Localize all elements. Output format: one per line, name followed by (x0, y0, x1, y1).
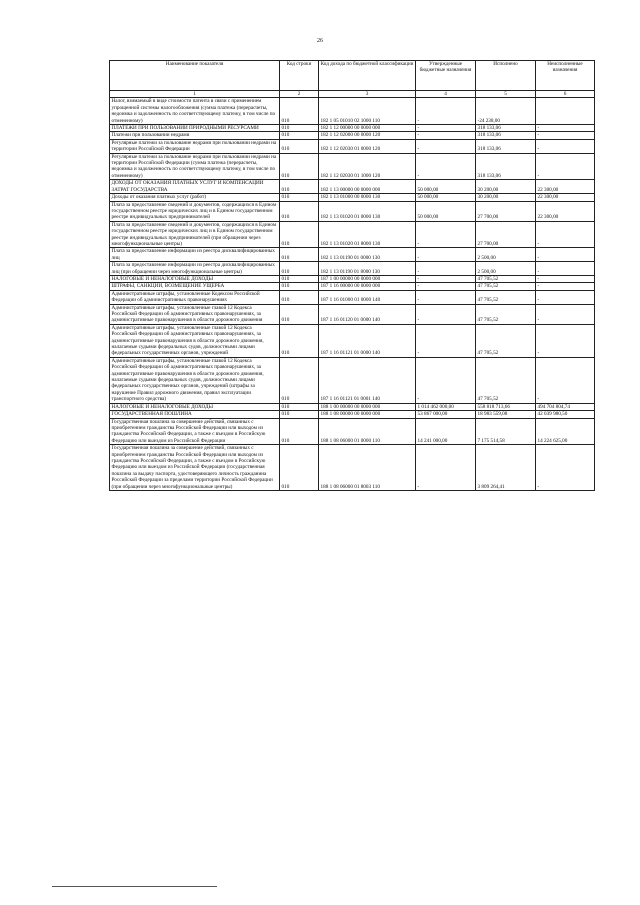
line-code-cell: 010 (280, 180, 319, 194)
table-row (110, 248, 595, 262)
approved-cell: - (416, 304, 476, 324)
table-row (110, 290, 595, 304)
income-code-cell: 187 1 00 00000 00 0000 000 (319, 275, 416, 282)
unexecuted-cell: 494 704 804,74 (536, 403, 595, 410)
indicator-name-cell: Плата за предоставление сведений и документов, содержащихся в Едином государственном реестре юридических лиц и в Едином государственном реестре индивидуальных предпринимателей (110, 201, 280, 221)
unexecuted-cell: - (536, 324, 595, 357)
approved-cell: - (416, 324, 476, 357)
income-code-cell: 182 1 12 02030 01 0000 120 (319, 139, 416, 153)
table-row (110, 139, 595, 153)
approved-cell: - (416, 262, 476, 276)
header-unexecuted: Неисполненные назначения (536, 61, 595, 91)
approved-cell: - (416, 445, 476, 491)
line-code-cell: 010 (280, 445, 319, 491)
executed-cell: -24 238,00 (476, 98, 536, 125)
column-number: 3 (319, 91, 416, 98)
indicator-name-cell: ШТРАФЫ, САНКЦИИ, ВОЗМЕЩЕНИЕ УЩЕРБА (110, 283, 280, 290)
indicator-name-cell: Административные штрафы, установленные главой 12 Кодекса Российской Федерации об административных правонарушениях, за административные правонарушения в области дорожного движения, налагаемые судьями федеральных судов, должностными лицами федеральных государственных органов, учреждений (штрафы за нарушение Правил дорожного движения, правил эксплуатации транспортного средства) (110, 357, 280, 403)
income-code-cell: 182 1 13 01000 00 0000 130 (319, 194, 416, 201)
indicator-name-cell: ГОСУДАРСТВЕННАЯ ПОШЛИНА (110, 411, 280, 418)
unexecuted-cell: - (536, 445, 595, 491)
executed-cell: 47 705,52 (476, 304, 536, 324)
line-code-cell: 010 (280, 139, 319, 153)
income-code-cell: 187 1 16 01121 01 0000 140 (319, 324, 416, 357)
table-row (110, 275, 595, 282)
executed-cell: 30 200,00 (476, 180, 536, 194)
column-number-row (110, 91, 595, 98)
approved-cell: - (416, 275, 476, 282)
table-row (110, 411, 595, 418)
unexecuted-cell: 22 300,00 (536, 180, 595, 194)
column-number: 5 (476, 91, 536, 98)
line-code-cell: 010 (280, 304, 319, 324)
indicator-name-cell: Административные штрафы, установленные главой 12 Кодекса Российской Федерации об административных правонарушениях, за административные правонарушения в области дорожного движения (110, 304, 280, 324)
executed-cell: 318 133,06 (476, 132, 536, 139)
header-income-code: Код дохода по бюджетной классификации (319, 61, 416, 91)
table-row (110, 221, 595, 248)
unexecuted-cell: - (536, 139, 595, 153)
approved-cell: - (416, 283, 476, 290)
unexecuted-cell (536, 98, 595, 125)
approved-cell: - (416, 248, 476, 262)
approved-cell: - (416, 357, 476, 403)
unexecuted-cell: - (536, 132, 595, 139)
approved-cell: - (416, 153, 476, 180)
header-approved: Утвержденные бюджетные назначения (416, 61, 476, 91)
income-code-cell: 187 1 16 01121 01 0001 140 (319, 357, 416, 403)
line-code-cell: 010 (280, 411, 319, 418)
executed-cell: 27 700,00 (476, 221, 536, 248)
unexecuted-cell: 22 300,00 (536, 201, 595, 221)
indicator-name-cell: НАЛОГОВЫЕ И НЕНАЛОГОВЫЕ ДОХОДЫ (110, 403, 280, 410)
executed-cell: 7 175 514,58 (476, 418, 536, 445)
table-row (110, 304, 595, 324)
unexecuted-cell: - (536, 357, 595, 403)
table-row (110, 403, 595, 410)
table-row (110, 283, 595, 290)
executed-cell: 318 133,06 (476, 125, 536, 132)
executed-cell: 558 818 713,66 (476, 403, 536, 410)
income-code-cell: 187 1 16 00000 00 0000 000 (319, 283, 416, 290)
line-code-cell: 010 (280, 132, 319, 139)
executed-cell: 47 705,52 (476, 324, 536, 357)
indicator-name-cell: ДОХОДЫ ОТ ОКАЗАНИЯ ПЛАТНЫХ УСЛУГ И КОМПЕНСАЦИИ ЗАТРАТ ГОСУДАРСТВА (110, 180, 280, 194)
approved-cell: 53 867 000,00 (416, 411, 476, 418)
table-row (110, 132, 595, 139)
executed-cell: 47 705,52 (476, 275, 536, 282)
line-code-cell: 010 (280, 262, 319, 276)
table-row (110, 324, 595, 357)
unexecuted-cell: - (536, 283, 595, 290)
indicator-name-cell: Доходы от оказания платных услуг (работ) (110, 194, 280, 201)
table-row (110, 201, 595, 221)
indicator-name-cell: Плата за предоставление информации из реестра дисквалифицированных лиц (110, 248, 280, 262)
income-code-cell: 182 1 13 01020 01 8000 130 (319, 221, 416, 248)
income-code-cell: 188 1 00 00000 00 0000 000 (319, 403, 416, 410)
executed-cell: 30 200,00 (476, 194, 536, 201)
executed-cell: 47 705,52 (476, 357, 536, 403)
unexecuted-cell: 22 300,00 (536, 194, 595, 201)
table-row (110, 125, 595, 132)
approved-cell: - (416, 221, 476, 248)
line-code-cell: 010 (280, 418, 319, 445)
line-code-cell: 010 (280, 290, 319, 304)
table-row (110, 98, 595, 125)
executed-cell: 18 983 559,08 (476, 411, 536, 418)
approved-cell: - (416, 290, 476, 304)
line-code-cell: 010 (280, 275, 319, 282)
income-code-cell: 182 1 05 01010 02 1000 110 (319, 98, 416, 125)
report-table (109, 60, 595, 491)
executed-cell: 47 705,52 (476, 290, 536, 304)
approved-cell: 14 241 000,00 (416, 418, 476, 445)
table-row (110, 262, 595, 276)
executed-cell: 3 809 264,41 (476, 445, 536, 491)
executed-cell: 27 700,00 (476, 201, 536, 221)
unexecuted-cell: - (536, 304, 595, 324)
header-executed: Исполнено (476, 61, 536, 91)
income-code-cell: 182 1 12 00000 00 0000 000 (319, 125, 416, 132)
line-code-cell: 010 (280, 125, 319, 132)
executed-cell: 2 500,00 (476, 248, 536, 262)
table-row (110, 180, 595, 194)
table-row (110, 418, 595, 445)
table-row (110, 357, 595, 403)
executed-cell: 318 133,06 (476, 153, 536, 180)
column-number: 4 (416, 91, 476, 98)
line-code-cell: 010 (280, 324, 319, 357)
column-number: 2 (280, 91, 319, 98)
income-code-cell: 182 1 13 01190 01 0000 130 (319, 248, 416, 262)
page-number: 26 (317, 38, 323, 44)
header-line-code: Код строки (280, 61, 319, 91)
approved-cell: 50 000,00 (416, 180, 476, 194)
executed-cell: 318 133,06 (476, 139, 536, 153)
executed-cell: 47 705,52 (476, 283, 536, 290)
line-code-cell: 010 (280, 153, 319, 180)
approved-cell: 50 000,00 (416, 201, 476, 221)
indicator-name-cell: Налог, взимаемый в виде стоимости патента в связи с применением упрощенной системы налогообложения (сумма платежа (перерасчеты, недоимка и задолженность по соответствующему платежу, в том числе по отмененному) (110, 98, 280, 125)
column-number: 1 (110, 91, 280, 98)
income-code-cell: 182 1 12 02030 01 1000 120 (319, 153, 416, 180)
line-code-cell: 010 (280, 248, 319, 262)
indicator-name-cell: Административные штрафы, установленные Кодексом Российской Федерации об административных правонарушениях (110, 290, 280, 304)
indicator-name-cell: Плата за предоставление сведений и документов, содержащихся в Едином государственном реестре юридических лиц и в Едином государственном реестре индивидуальных предпринимателей (при обращении через многофункциональные центры) (110, 221, 280, 248)
indicator-name-cell: Регулярные платежи за пользование недрами при пользовании недрами на территории Российской Федерации (сумма платежа (перерасчеты, недоимка и задолженность по соответствующему платежу, в том числе по отмененному) (110, 153, 280, 180)
executed-cell: 2 500,00 (476, 262, 536, 276)
approved-cell: - (416, 125, 476, 132)
line-code-cell: 010 (280, 194, 319, 201)
line-code-cell: 010 (280, 98, 319, 125)
report-body (110, 98, 595, 491)
indicator-name-cell: Административные штрафы, установленные главой 12 Кодекса Российской Федерации об административных правонарушениях, за административные правонарушения в области дорожного движения, налагаемые судьями федеральных судов, должностными лицами федеральных государственных органов, учреждений (110, 324, 280, 357)
income-code-cell: 187 1 16 01000 01 0000 140 (319, 290, 416, 304)
approved-cell: - (416, 139, 476, 153)
line-code-cell: 010 (280, 283, 319, 290)
line-code-cell: 010 (280, 221, 319, 248)
approved-cell: 50 000,00 (416, 194, 476, 201)
income-code-cell: 182 1 13 01020 01 0000 130 (319, 201, 416, 221)
income-code-cell: 188 1 08 06000 01 8003 110 (319, 445, 416, 491)
approved-cell: - (416, 132, 476, 139)
income-code-cell: 182 1 13 01190 01 8000 130 (319, 262, 416, 276)
indicator-name-cell: Государственная пошлина за совершение действий, связанных с приобретением гражданства Российской Федерации или выходом из гражданства Российской Федерации, а также с въездом в Российскую Федерацию или выездом из Российской Федерации (государственная пошлина за выдачу паспорта, удостоверяющего личность гражданина Российской Федерации за пределами территории Российской Федерации (при обращении через многофункциональные центры) (110, 445, 280, 491)
footer-divider (52, 886, 217, 887)
indicator-name-cell: ПЛАТЕЖИ ПРИ ПОЛЬЗОВАНИИ ПРИРОДНЫМИ РЕСУРСАМИ (110, 125, 280, 132)
line-code-cell: 010 (280, 357, 319, 403)
income-code-cell: 188 1 08 06000 01 0000 110 (319, 418, 416, 445)
line-code-cell: 010 (280, 201, 319, 221)
unexecuted-cell: - (536, 153, 595, 180)
unexecuted-cell: - (536, 125, 595, 132)
line-code-cell: 010 (280, 403, 319, 410)
income-code-cell: 182 1 12 02000 00 0000 120 (319, 132, 416, 139)
unexecuted-cell: - (536, 275, 595, 282)
unexecuted-cell: - (536, 221, 595, 248)
table-row (110, 153, 595, 180)
approved-cell: - (416, 98, 476, 125)
header-row (110, 61, 595, 91)
income-code-cell: 188 1 08 00000 00 0000 000 (319, 411, 416, 418)
header-indicator-name: Наименование показателя (110, 61, 280, 91)
unexecuted-cell: - (536, 290, 595, 304)
unexecuted-cell: - (536, 248, 595, 262)
table-row (110, 194, 595, 201)
indicator-name-cell: Платежи при пользовании недрами (110, 132, 280, 139)
income-code-cell: 182 1 13 00000 00 0000 000 (319, 180, 416, 194)
unexecuted-cell: 14 224 625,00 (536, 418, 595, 445)
indicator-name-cell: Плата за предоставление информации из реестра дисквалифицированных лиц (при обращении через многофункциональные центры) (110, 262, 280, 276)
column-number: 6 (536, 91, 595, 98)
indicator-name-cell: НАЛОГОВЫЕ И НЕНАЛОГОВЫЕ ДОХОДЫ (110, 275, 280, 282)
income-code-cell: 187 1 16 01120 01 0000 140 (319, 304, 416, 324)
unexecuted-cell: 42 039 980,50 (536, 411, 595, 418)
table-row (110, 445, 595, 491)
indicator-name-cell: Регулярные платежи за пользование недрами при пользовании недрами на территории Российской Федерации (110, 139, 280, 153)
indicator-name-cell: Государственная пошлина за совершение действий, связанных с приобретением гражданства Российской Федерации или выходом из гражданства Российской Федерации, а также с въездом в Российскую Федерацию или выездом из Российской Федерации (110, 418, 280, 445)
approved-cell: 1 014 462 000,00 (416, 403, 476, 410)
unexecuted-cell: - (536, 262, 595, 276)
